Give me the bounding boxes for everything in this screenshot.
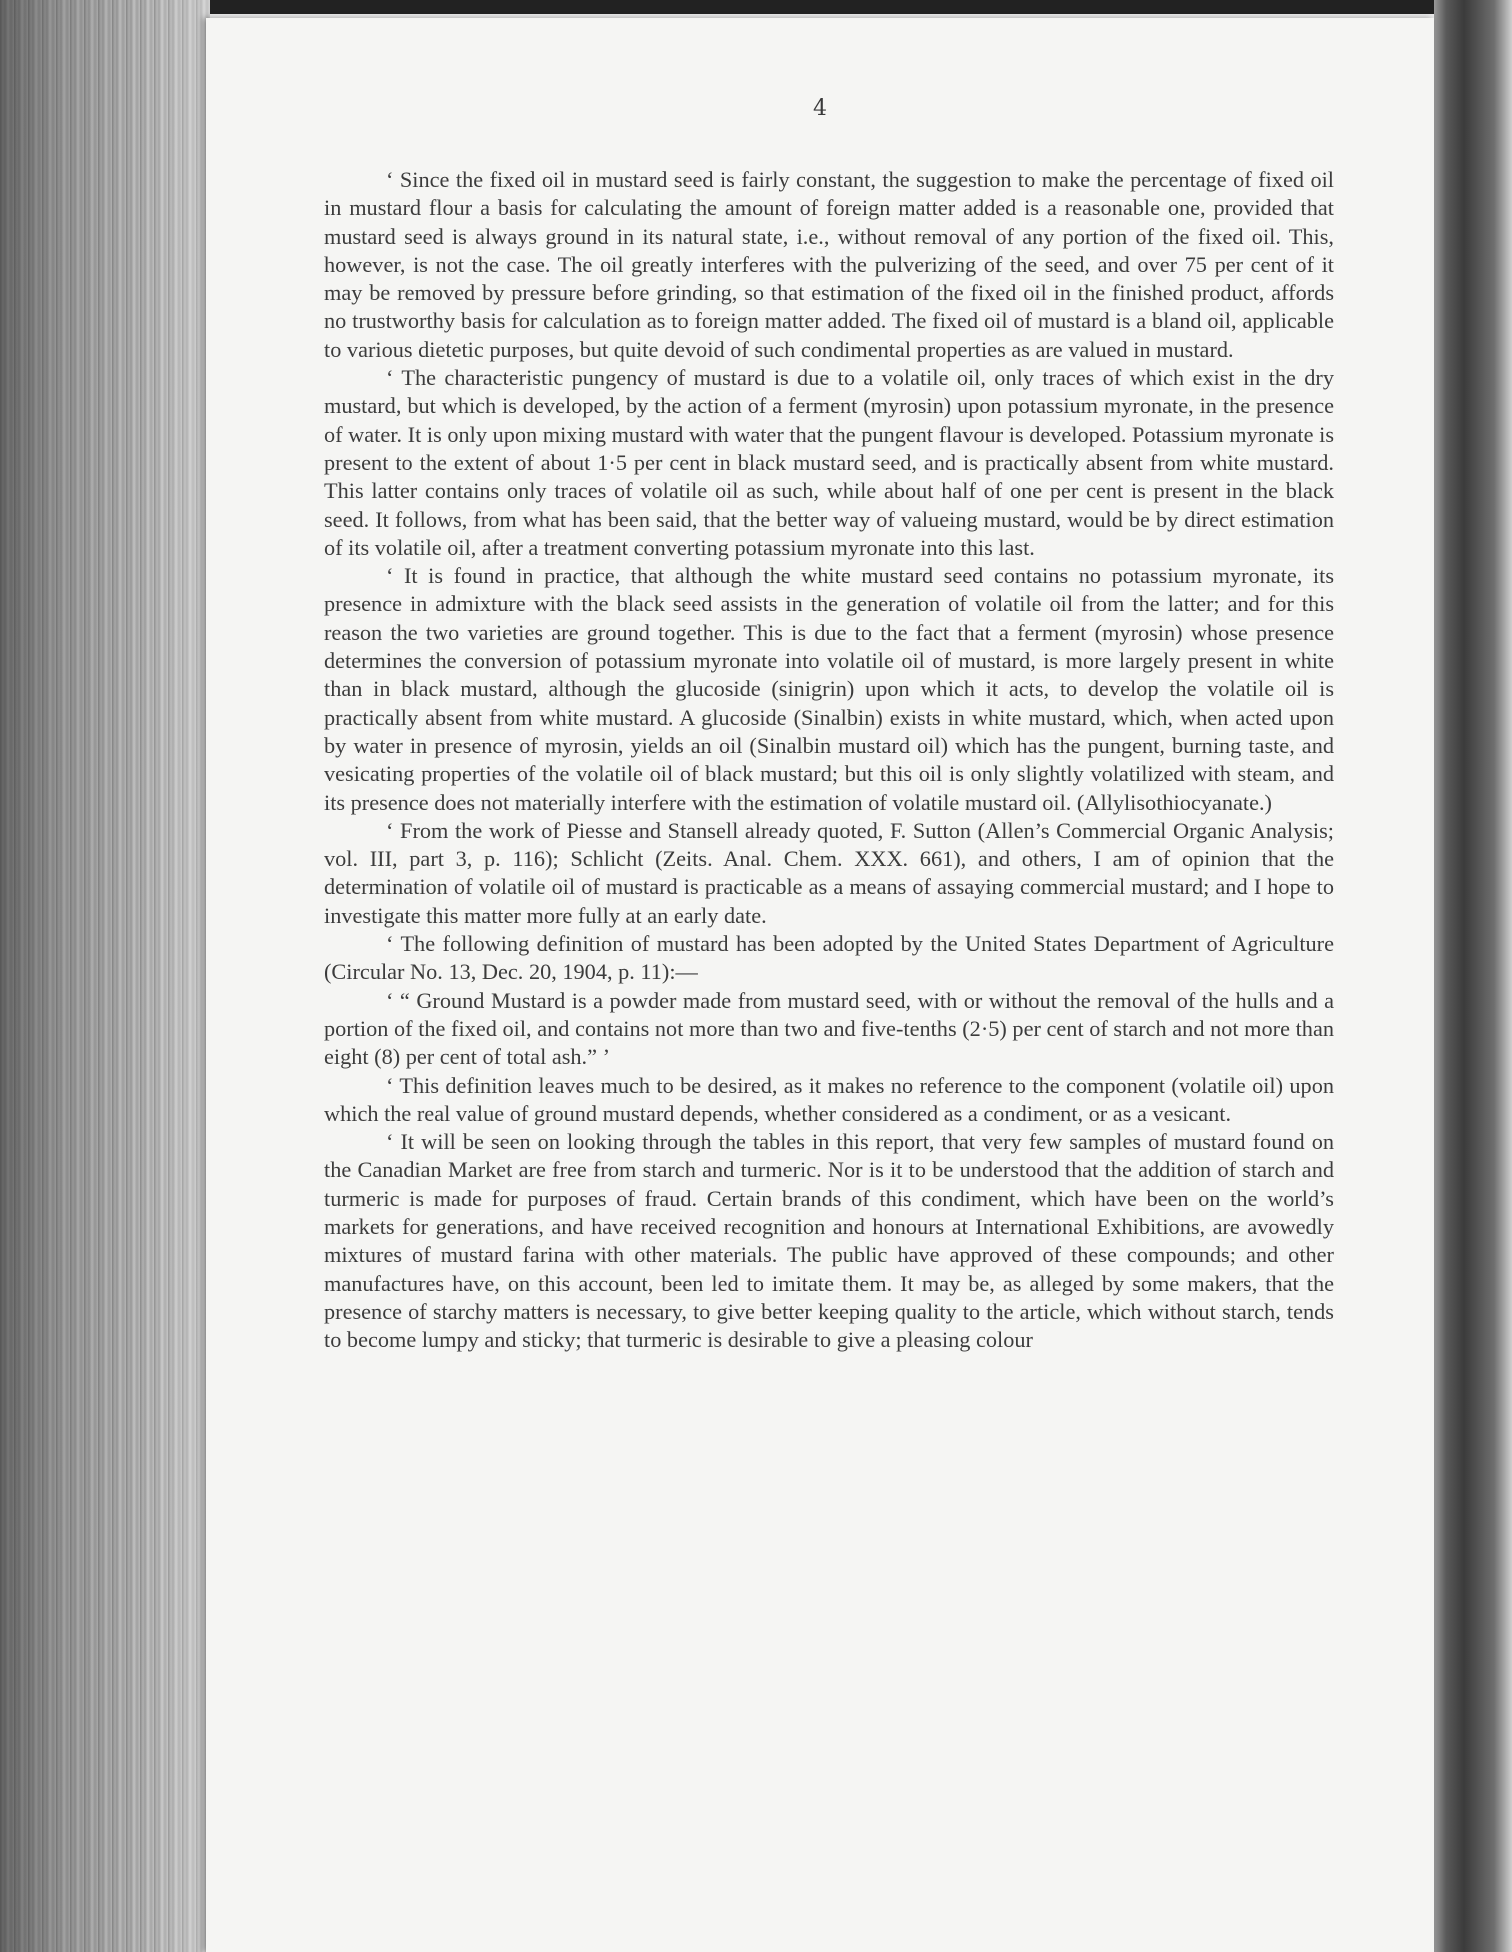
paragraph: ‘ It will be seen on looking through the tables in this report, that very few samples of mustard found on the Canadian Market are free from starch and turmeric. Nor is it to be understood that the addition of starch and turmeric is made for purposes of fraud. Certain brands of this condiment, which have been on the world’s markets for generations, and have received recognition and honours at International Exhibitions, are avowedly mixtures of mustard farina with other materials. The public have approved of these compounds; and other manufactures have, on this account, been led to imitate them. It may be, as alleged by some makers, that the presence of starchy matters is necessary, to give better keeping quality to the article, which without starch, tends to become lumpy and sticky; that turmeric is desirable to give a pleasing colour: [324, 1129, 1334, 1353]
paragraph: ‘ From the work of Piesse and Stansell already quoted, F. Sutton (Allen’s Commercial Organic Analysis; vol. III, part 3, p. 116); Schlicht (Zeits. Anal. Chem. XXX. 661), and others, I am of opinion that the determination of volatile oil of mustard is practicable as a means of assaying commercial mustard; and I hope to investigate this matter more fully at an early date.: [324, 817, 1334, 928]
paragraph: ‘ It is found in practice, that although the white mustard seed contains no potassium myronate, its presence in admixture with the black seed assists in the generation of volatile oil from the latter; and for this reason the two varieties are ground together. This is due to the fact that a ferment (myrosin) whose presence determines the conversion of potassium myronate into volatile oil of mustard, is more largely present in white than in black mustard, although the glucoside (sinigrin) upon which it acts, to develop the volatile oil is practically absent from white mustard. A glucoside (Sinalbin) exists in white mustard, which, when acted upon by water in presence of myrosin, yields an oil (Sinalbin mustard oil) which has the pungent, burning taste, and vesicating properties of the volatile oil of black mustard; but this oil is only slightly volatilized with steam, and its presence does not materially interfere with the estimation of volatile mustard oil. (Allylisothiocyanate.): [324, 563, 1334, 815]
paragraph: ‘ This definition leaves much to be desired, as it makes no reference to the component (volatile oil) upon which the real value of ground mustard depends, whether considered as a condiment, or as a vesicant.: [324, 1072, 1334, 1126]
paragraph: ‘ Since the fixed oil in mustard seed is fairly constant, the suggestion to make the percentage of fixed oil in mustard flour a basis for calculating the amount of foreign matter added is a reasonable one, provided that mustard seed is always ground in its natural state, i.e., without removal of any portion of the fixed oil. This, however, is not the case. The oil greatly interferes with the pulverizing of the seed, and over 75 per cent of it may be removed by pressure before grinding, so that estimation of the fixed oil in the finished product, affords no trustworthy basis for calculation as to foreign matter added. The fixed oil of mustard is a bland oil, applicable to various dietetic purposes, but quite devoid of such condimental properties as are valued in mustard.: [324, 167, 1334, 362]
paragraph: ‘ “ Ground Mustard is a powder made from mustard seed, with or without the removal of the hulls and a portion of the fixed oil, and contains not more than two and five-tenths (2·5) per cent of starch and not more than eight (8) per cent of total ash.” ’: [324, 987, 1334, 1070]
body-text: [324, 166, 1334, 1354]
paragraph: ‘ The characteristic pungency of mustard is due to a volatile oil, only traces of which exist in the dry mustard, but which is developed, by the action of a ferment (myrosin) upon potassium myronate, in the presence of water. It is only upon mixing mustard with water that the pungent flavour is developed. Potassium myronate is present to the extent of about 1·5 per cent in black mustard seed, and is practically absent from white mustard. This latter contains only traces of volatile oil as such, while about half of one per cent is present in the black seed. It follows, from what has been said, that the better way of valueing mustard, would be by direct estimation of its volatile oil, after a treatment converting potassium myronate into this last.: [324, 365, 1334, 560]
book-page: [206, 18, 1434, 1952]
page-number: 4: [813, 96, 827, 121]
book-cover-edge: [1434, 0, 1512, 1952]
stacked-page-edges: [0, 0, 210, 1952]
scanner-top-edge: [0, 0, 1512, 14]
paragraph: ‘ The following definition of mustard has been adopted by the United States Department of Agriculture (Circular No. 13, Dec. 20, 1904, p. 11):—: [324, 931, 1334, 985]
